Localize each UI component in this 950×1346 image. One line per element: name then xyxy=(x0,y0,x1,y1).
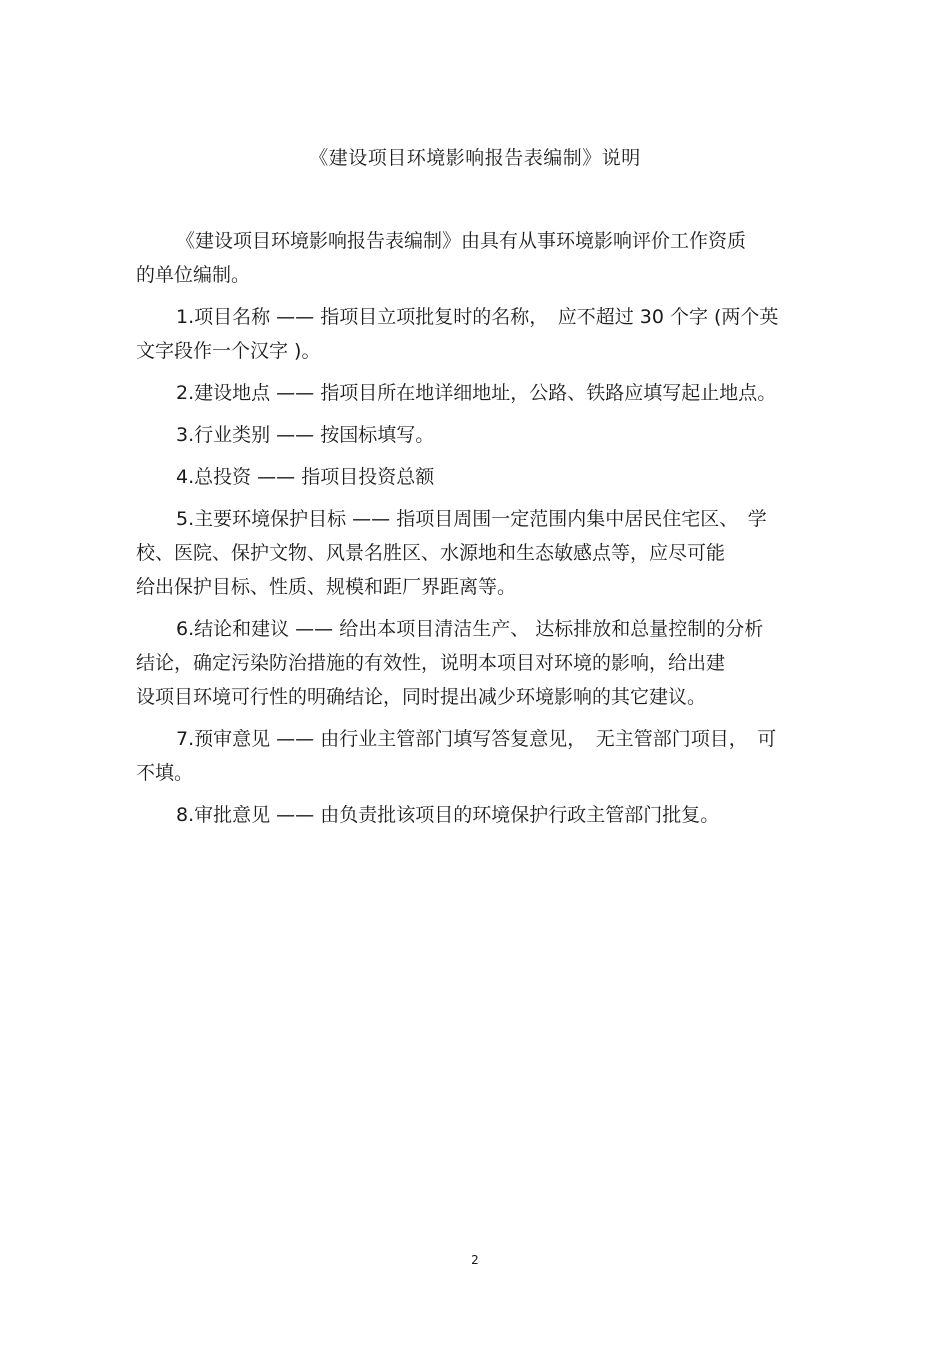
paragraph-item-4 xyxy=(136,460,836,494)
paragraph-item-3 xyxy=(136,418,836,452)
paragraph-item-1 xyxy=(136,300,836,368)
paragraph-intro xyxy=(136,224,836,292)
paragraph-line: 4.总投资 —— 指项目投资总额 xyxy=(176,466,435,488)
paragraph-line: 7.预审意见 —— 由行业主管部门填写答复意见， 无主管部门项目， 可 xyxy=(176,728,777,750)
paragraph-line: 校、医院、保护文物、风景名胜区、水源地和生态敏感点等，应尽可能 xyxy=(136,542,726,564)
paragraph-line: 3.行业类别 —— 按国标填写。 xyxy=(176,424,435,446)
paragraph-item-2 xyxy=(136,376,836,410)
page-number: 2 xyxy=(471,1253,479,1267)
paragraph-line: 2.建设地点 —— 指项目所在地详细地址，公路、铁路应填写起止地点。 xyxy=(176,382,777,404)
paragraph-line: 1.项目名称 —— 指项目立项批复时的名称， 应不超过 30 个字 (两个英 xyxy=(176,306,779,328)
paragraph-line: 的单位编制。 xyxy=(136,264,251,286)
paragraph-line: 文字段作一个汉字 )。 xyxy=(136,340,321,362)
paragraph-line: 8.审批意见 —— 由负责批该项目的环境保护行政主管部门批复。 xyxy=(176,804,720,826)
paragraph-line: 6.结论和建议 —— 给出本项目清洁生产、 达标排放和总量控制的分析 xyxy=(176,618,764,640)
paragraph-line: 不填。 xyxy=(136,762,194,784)
paragraph-line: 结论，确定污染防治措施的有效性，说明本项目对环境的影响，给出建 xyxy=(136,652,726,674)
paragraph-item-5 xyxy=(136,502,836,604)
paragraph-line: 设项目环境可行性的明确结论，同时提出减少环境影响的其它建议。 xyxy=(136,686,707,708)
paragraph-item-8 xyxy=(136,798,836,832)
page-title: 《建设项目环境影响报告表编制》说明 xyxy=(309,147,641,169)
paragraph-line: 5.主要环境保护目标 —— 指项目周围一定范围内集中居民住宅区、 学 xyxy=(176,508,767,530)
paragraph-line: 《建设项目环境影响报告表编制》由具有从事环境影响评价工作资质 xyxy=(176,230,747,252)
document-body xyxy=(136,224,836,840)
paragraph-item-6 xyxy=(136,612,836,714)
paragraph-item-7 xyxy=(136,722,836,790)
paragraph-line: 给出保护目标、性质、规模和距厂界距离等。 xyxy=(136,576,517,598)
